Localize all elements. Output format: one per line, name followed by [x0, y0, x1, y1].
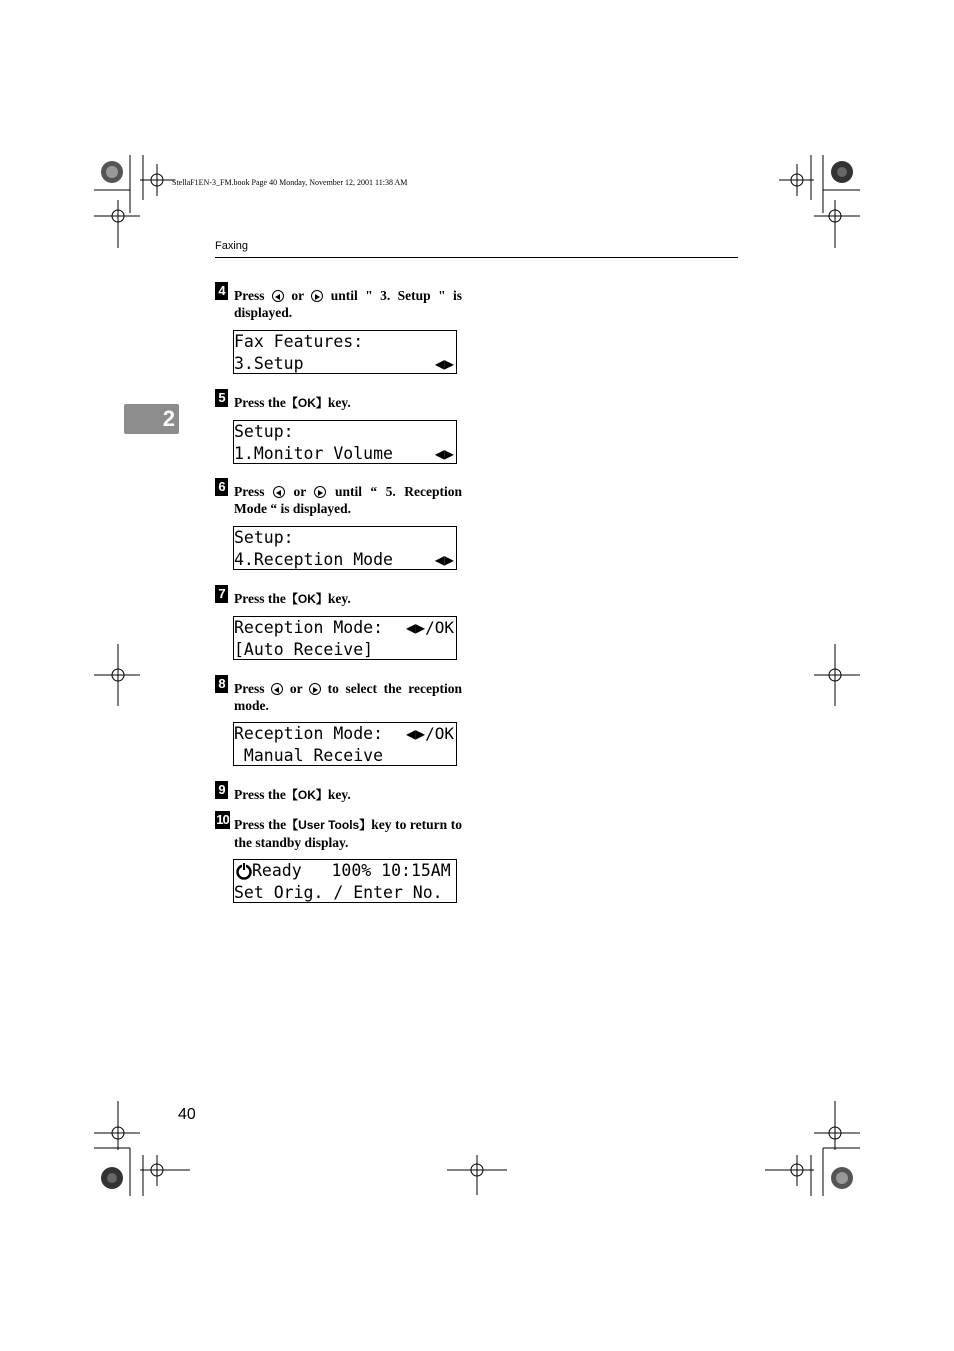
left-arrow-key-icon: [273, 486, 285, 498]
step-instruction: Press the【User Tools】key to return to the standby display.: [234, 817, 462, 850]
header-rule: [215, 257, 738, 258]
step-instruction: Press or to select the reception mode.: [234, 681, 463, 713]
left-right-arrows-icon: ◀▶: [434, 550, 454, 569]
left-right-arrows-icon: ◀▶: [434, 444, 454, 463]
running-header: Faxing: [215, 240, 249, 252]
lcd-display: [233, 420, 457, 464]
lcd-line-2: 3.Setup: [234, 354, 304, 373]
lcd-line-2: 1.Monitor Volume: [234, 444, 393, 463]
lcd-display: [233, 526, 457, 570]
step-number: 8: [215, 675, 228, 693]
step-instruction: Press the【OK】key.: [234, 591, 351, 606]
lcd-line-1: Reception Mode:: [234, 618, 384, 637]
ok-key-label: 【OK】: [285, 396, 328, 410]
lcd-line-2: Set Orig. / Enter No.: [234, 883, 443, 902]
chapter-tab: [124, 404, 179, 434]
lcd-line-2: 4.Reception Mode: [234, 550, 393, 569]
file-info: StellaF1EN-3_FM.book Page 40 Monday, November 12, 2001 11:38 AM: [172, 178, 408, 187]
step-number: 10: [216, 812, 229, 827]
user-tools-key-label: 【User Tools】: [286, 818, 372, 832]
right-arrow-key-icon: [311, 290, 323, 302]
left-arrow-key-icon: [271, 683, 283, 695]
right-arrow-key-icon: [314, 486, 326, 498]
step-instruction: Press the【OK】key.: [234, 395, 351, 410]
step-number: 6: [215, 478, 228, 496]
power-icon: [235, 862, 253, 880]
lcd-line-1: Setup:: [234, 528, 294, 547]
lcd-line-2: Manual Receive: [234, 746, 384, 765]
lcd-line-1: Reception Mode:: [234, 724, 384, 743]
lcd-line-2: [Auto Receive]: [234, 640, 374, 659]
arrows-ok-indicator: ◀▶/OK: [405, 724, 454, 743]
chapter-number: 2: [162, 406, 175, 431]
page-number: 40: [178, 1106, 196, 1123]
arrows-ok-indicator: ◀▶/OK: [405, 618, 454, 637]
ok-key-label: 【OK】: [285, 788, 328, 802]
step-instruction: Press the【OK】key.: [234, 787, 351, 802]
step-instruction: Press or until " 3. Setup " is displayed.: [234, 288, 463, 320]
lcd-display: [233, 859, 457, 903]
ok-key-label: 【OK】: [285, 592, 328, 606]
step-number: 4: [215, 282, 228, 300]
lcd-line-1: Ready 100% 10:15AM: [252, 861, 451, 880]
left-arrow-key-icon: [272, 290, 284, 302]
lcd-line-1: Setup:: [234, 422, 294, 441]
lcd-display: [233, 616, 457, 660]
lcd-display: [233, 330, 457, 374]
lcd-line-1: Fax Features:: [234, 332, 364, 351]
step-instruction: Press or until “ 5. Reception Mode “ is displayed.: [234, 484, 463, 516]
left-right-arrows-icon: ◀▶: [434, 354, 454, 373]
step-number: 7: [215, 585, 228, 603]
step-number: 5: [215, 389, 228, 407]
lcd-display: [233, 722, 457, 766]
step-number: 9: [215, 781, 228, 799]
right-arrow-key-icon: [309, 683, 321, 695]
